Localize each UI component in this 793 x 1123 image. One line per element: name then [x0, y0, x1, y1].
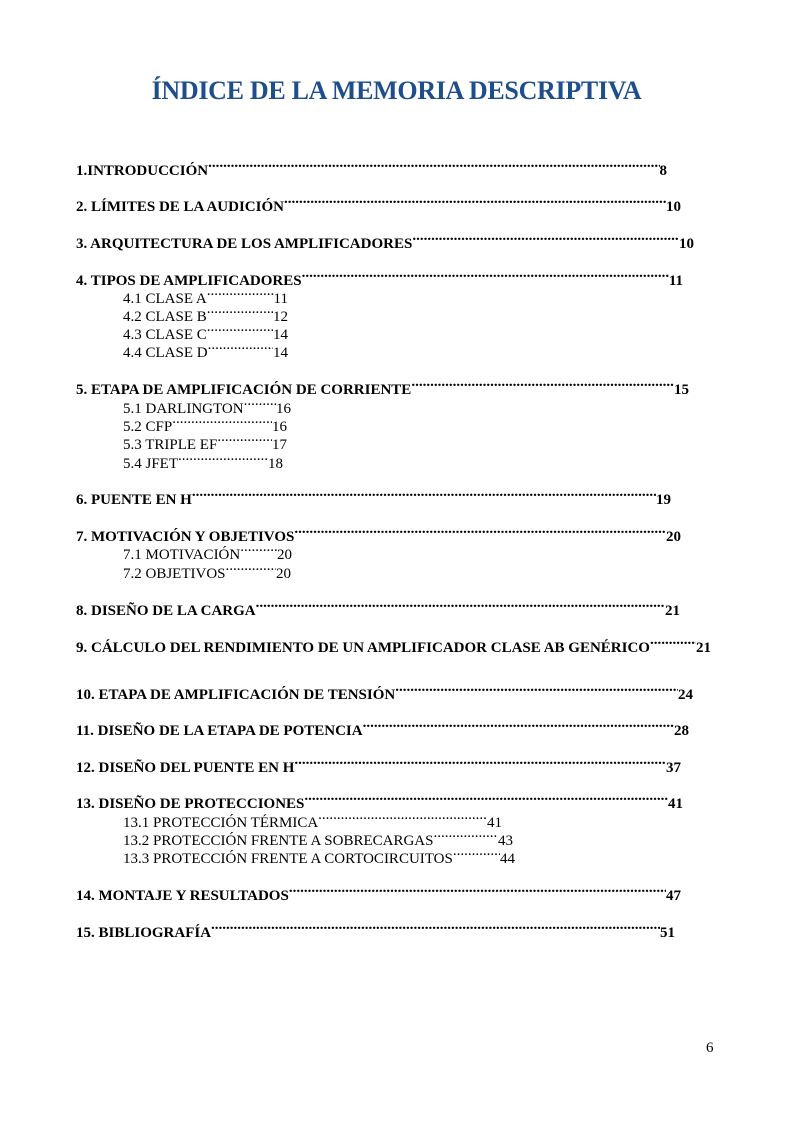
toc-entry[interactable] — [76, 597, 680, 620]
dot-leader — [433, 827, 498, 845]
toc-entry-label: 11. DISEÑO DE LA ETAPA DE POTENCIA — [76, 723, 363, 739]
dot-leader — [363, 717, 674, 735]
toc-entry-page: 8 — [659, 163, 667, 179]
toc-entry-page: 24 — [678, 687, 693, 703]
dot-leader — [650, 634, 696, 652]
toc-entry-label: 7.1 MOTIVACIÓN — [123, 547, 241, 563]
toc-entry-page: 37 — [666, 760, 681, 776]
dot-leader — [217, 431, 272, 449]
toc-subentry[interactable] — [123, 845, 515, 868]
toc-entry-label: 4.2 CLASE B — [123, 309, 207, 325]
toc-entry-label: 5. ETAPA DE AMPLIFICACIÓN DE CORRIENTE — [76, 382, 412, 398]
toc-entry-label: 13.2 PROTECCIÓN FRENTE A SOBRECARGAS — [123, 833, 434, 849]
toc-entry-page: 20 — [276, 566, 291, 582]
dot-leader — [226, 560, 276, 578]
toc-subentry[interactable] — [123, 450, 283, 473]
toc-entry-page: 19 — [656, 492, 671, 508]
dot-leader — [172, 413, 272, 431]
toc-entry-label: 4.1 CLASE A — [123, 291, 207, 307]
dot-leader — [244, 395, 276, 413]
toc-entry-page: 43 — [498, 833, 513, 849]
dot-leader — [207, 321, 273, 339]
toc-entry-page: 14 — [273, 327, 288, 343]
toc-entry-label: 7.2 OBJETIVOS — [123, 566, 226, 582]
dot-leader — [178, 450, 268, 468]
dot-leader — [294, 523, 666, 541]
toc-entry-label: 13.1 PROTECCIÓN TÉRMICA — [123, 815, 319, 831]
toc-entry-page: 11 — [273, 291, 288, 307]
toc-entry-page: 51 — [660, 925, 675, 941]
toc-entry-label: 5.1 DARLINGTON — [123, 401, 244, 417]
dot-leader — [208, 339, 273, 357]
toc-entry-page: 21 — [696, 640, 711, 656]
toc-subentry[interactable] — [123, 339, 288, 362]
toc-entry-label: 6. PUENTE EN H — [76, 492, 192, 508]
dot-leader — [289, 882, 666, 900]
toc-entry[interactable] — [76, 157, 667, 180]
toc-entry-label: 1.INTRODUCCIÓN — [76, 163, 209, 179]
toc-entry[interactable] — [76, 882, 681, 905]
toc-entry-page: 44 — [500, 851, 515, 867]
page-number: 6 — [706, 1040, 714, 1056]
toc-entry-page: 10 — [679, 236, 694, 252]
toc-entry-label: 15. BIBLIOGRAFÍA — [76, 925, 212, 941]
toc-entry-page: 11 — [668, 273, 683, 289]
toc-entry-page: 14 — [273, 345, 288, 361]
toc-entry-page: 28 — [674, 723, 689, 739]
toc-entry-page: 10 — [666, 199, 681, 215]
dot-leader — [240, 541, 277, 559]
toc-entry-label: 8. DISEÑO DE LA CARGA — [76, 603, 256, 619]
dot-leader — [412, 230, 679, 248]
dot-leader — [207, 285, 274, 303]
toc-entry-label: 5.3 TRIPLE EF — [123, 437, 218, 453]
toc-entry-page: 41 — [487, 815, 502, 831]
toc-entry-page: 16 — [276, 401, 291, 417]
dot-leader — [302, 267, 669, 285]
dot-leader — [304, 790, 668, 808]
toc-entry-label: 2. LÍMITES DE LA AUDICIÓN — [76, 199, 284, 215]
toc-entry-label: 3. ARQUITECTURA DE LOS AMPLIFICADORES — [76, 236, 413, 252]
toc-entry[interactable] — [76, 717, 689, 740]
toc-entry-page: 15 — [674, 382, 689, 398]
toc-entry-page: 18 — [268, 456, 283, 472]
toc-entry-label: 13. DISEÑO DE PROTECCIONES — [76, 796, 305, 812]
toc-entry[interactable] — [76, 486, 671, 509]
dot-leader — [208, 157, 659, 175]
toc-entry[interactable] — [76, 681, 693, 704]
toc-entry[interactable] — [76, 634, 711, 657]
dot-leader — [453, 845, 500, 863]
dot-leader — [192, 486, 656, 504]
toc-entry-label: 4. TIPOS DE AMPLIFICADORES — [76, 273, 302, 289]
toc-entry-label: 5.2 CFP — [123, 419, 173, 435]
toc-entry-label: 4.4 CLASE D — [123, 345, 208, 361]
toc-entry-page: 41 — [668, 796, 683, 812]
toc-subentry[interactable] — [123, 560, 291, 583]
dot-leader — [318, 809, 487, 827]
toc-entry-page: 20 — [277, 547, 292, 563]
toc-entry-page: 12 — [273, 309, 288, 325]
page-title: ÍNDICE DE LA MEMORIA DESCRIPTIVA — [151, 76, 642, 105]
dot-leader — [395, 681, 678, 699]
dot-leader — [211, 919, 660, 937]
toc-entry-label: 10. ETAPA DE AMPLIFICACIÓN DE TENSIÓN — [76, 687, 396, 703]
dot-leader — [207, 303, 273, 321]
toc-entry-label: 9. CÁLCULO DEL RENDIMIENTO DE UN AMPLIFICADOR CLASE AB GENÉRICO — [76, 640, 650, 656]
toc-entry[interactable] — [76, 193, 681, 216]
toc-entry-label: 7. MOTIVACIÓN Y OBJETIVOS — [76, 529, 295, 545]
toc-entry[interactable] — [76, 230, 694, 253]
toc-entry-label: 5.4 JFET — [123, 456, 179, 472]
toc-entry-label: 14. MONTAJE Y RESULTADOS — [76, 888, 289, 904]
toc-entry-page: 21 — [665, 603, 680, 619]
toc-entry-page: 47 — [666, 888, 681, 904]
dot-leader — [256, 597, 665, 615]
toc-entry-page: 16 — [272, 419, 287, 435]
toc-entry-label: 13.3 PROTECCIÓN FRENTE A CORTOCIRCUITOS — [123, 851, 453, 867]
dot-leader — [284, 193, 666, 211]
toc-entry[interactable] — [76, 754, 681, 777]
toc-entry-label: 4.3 CLASE C — [123, 327, 207, 343]
toc-entry[interactable] — [76, 919, 675, 942]
toc-entry-page: 17 — [272, 437, 287, 453]
dot-leader — [294, 754, 666, 772]
toc-entry-page: 20 — [666, 529, 681, 545]
toc-entry-label: 12. DISEÑO DEL PUENTE EN H — [76, 760, 295, 776]
dot-leader — [411, 376, 674, 394]
